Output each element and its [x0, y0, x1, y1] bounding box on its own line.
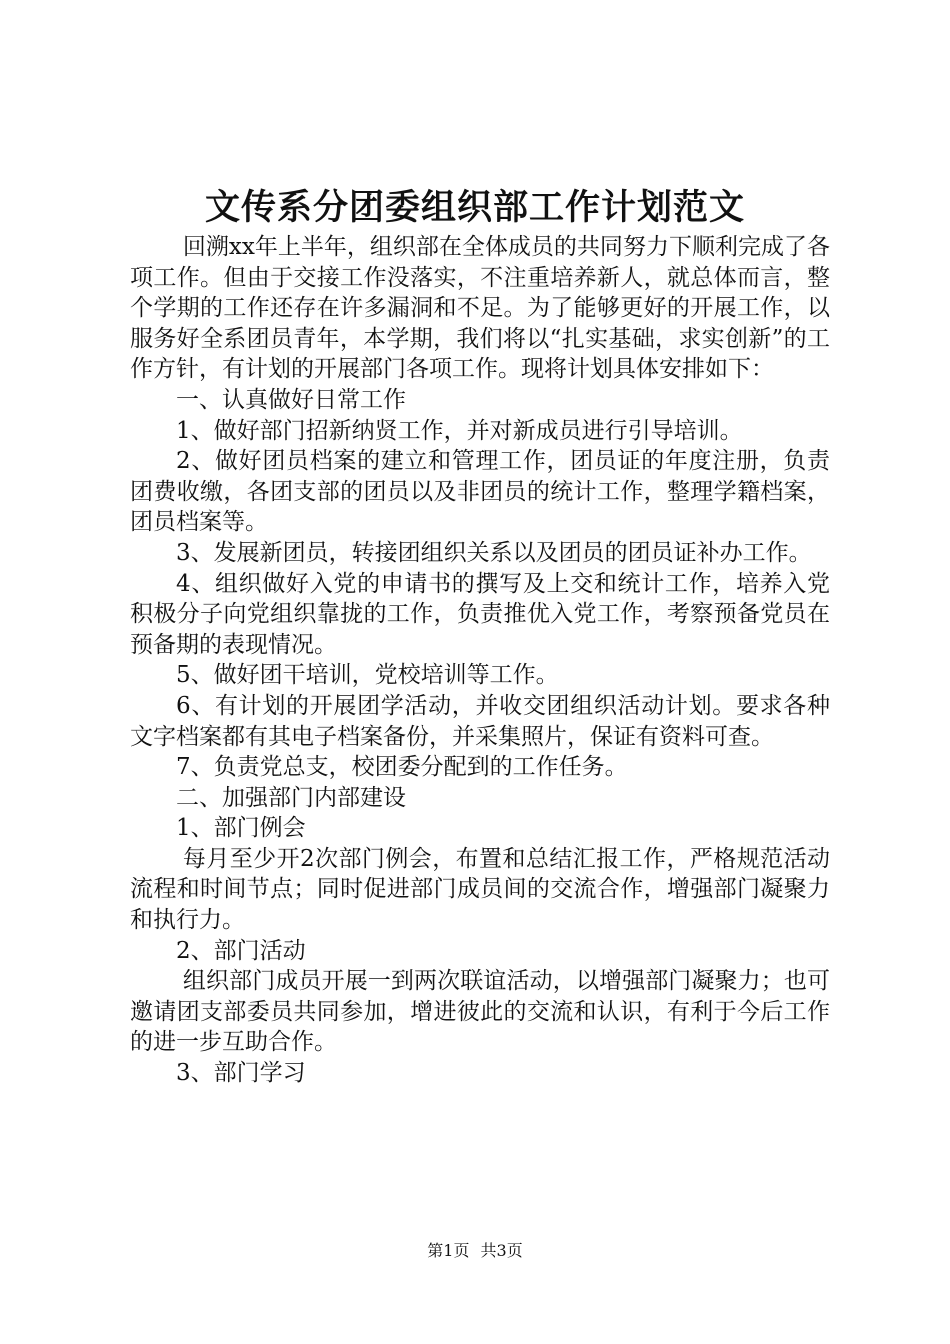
subheading-meetings: 1、部门例会 — [176, 815, 306, 842]
intro-paragraph: 回溯xx年上半年，组织部在全体成员的共同努力下顺利完成了各项工作。但由于交接工作没落实，不注重培养新人，就总体而言，整个学期的工作还存在许多漏洞和不足。为了能够更好的开展工作，以服务好全系团员青年，本学期，我们将以“扎实基础，求实创新”的工作方针，有计划的开展部门各项工作。现将计划具体安排如下： — [130, 234, 830, 383]
page-footer — [0, 1240, 950, 1262]
page-total: 共3页 — [480, 1241, 523, 1260]
paragraph-activities: 组织部门成员开展一到两次联谊活动，以增强部门凝聚力；也可邀请团支部委员共同参加，增进彼此的交流和认识，有利于今后工作的进一步互助合作。 — [130, 968, 830, 1056]
subheading-study: 3、部门学习 — [176, 1060, 306, 1087]
list-item-new-members: 3、发展新团员，转接团组织关系以及团员的团员证补办工作。 — [176, 539, 812, 566]
section-heading-daily-work: 一、认真做好日常工作 — [176, 386, 406, 413]
document-body — [130, 232, 830, 1089]
list-item-recruitment: 1、做好部门招新纳贤工作，并对新成员进行引导培训。 — [176, 417, 743, 444]
list-item-member-archives: 2、做好团员档案的建立和管理工作，团员证的年度注册，负责团费收缴，各团支部的团员以及非团员的统计工作，整理学籍档案，团员档案等。 — [130, 448, 830, 536]
list-item-activities: 6、有计划的开展团学活动，并收交团组织活动计划。要求各种文字档案都有其电子档案备份，并采集照片，保证有资料可查。 — [130, 692, 830, 750]
section-heading-internal-building: 二、加强部门内部建设 — [176, 784, 406, 811]
subheading-activities: 2、部门活动 — [176, 937, 306, 964]
list-item-party-application: 4、组织做好入党的申请书的撰写及上交和统计工作，培养入党积极分子向党组织靠拢的工作，负责推优入党工作，考察预备党员在预备期的表现情况。 — [130, 570, 830, 658]
list-item-cadre-training: 5、做好团干培训，党校培训等工作。 — [176, 662, 559, 689]
list-item-assigned-tasks: 7、负责党总支，校团委分配到的工作任务。 — [176, 754, 628, 781]
document-title: 文传系分团委组织部工作计划范文 — [204, 187, 745, 228]
page-number: 第1页 — [427, 1241, 470, 1260]
paragraph-meetings: 每月至少开2次部门例会，布置和总结汇报工作，严格规范活动流程和时间节点；同时促进部门成员间的交流合作，增强部门凝聚力和执行力。 — [130, 845, 830, 934]
